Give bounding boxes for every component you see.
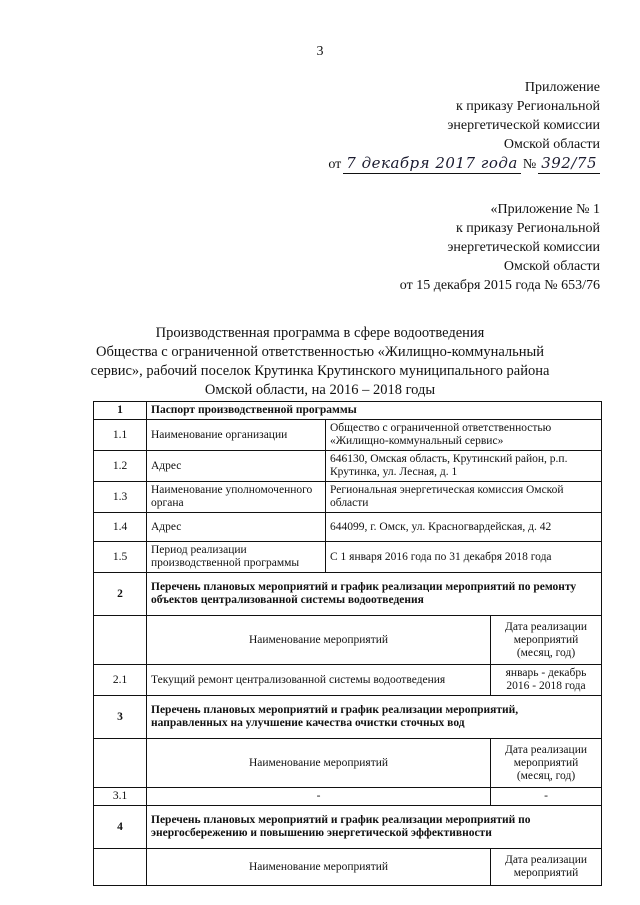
- appendix-line: Омской области: [503, 137, 600, 152]
- row-label: Период реализации производственной программы: [147, 542, 326, 573]
- table-row: [94, 788, 602, 806]
- header-row: [94, 616, 602, 665]
- row-number: 2.1: [94, 665, 147, 696]
- title-line: сервис», рабочий поселок Крутинка Крутинского муниципального района: [90, 363, 550, 379]
- appendix-line: Приложение: [524, 80, 600, 95]
- appendix-line: энергетической комиссии: [447, 240, 600, 255]
- row-value: Региональная энергетическая комиссия Омской области: [326, 482, 602, 513]
- row-value: Общество с ограниченной ответственностью «Жилищно-коммунальный сервис»: [326, 420, 602, 451]
- row-label: Адрес: [147, 451, 326, 482]
- section-row: [94, 696, 602, 739]
- document-title: [0, 324, 640, 400]
- column-header-date: Дата реализации мероприятий (месяц, год): [491, 616, 602, 665]
- appendix-line: Омской области: [503, 259, 600, 274]
- row-number: 1.5: [94, 542, 147, 573]
- title-line: Общества с ограниченной ответственностью «Жилищно-коммунальный: [95, 344, 544, 360]
- measure-date: -: [491, 788, 602, 806]
- table-row: [94, 513, 602, 542]
- section-title: Перечень плановых мероприятий и график реализации мероприятий, направленных на улучшение качества очистки сточных вод: [147, 696, 602, 739]
- title-line: Омской области, на 2016 – 2018 годы: [204, 382, 436, 398]
- section-number: 3: [94, 696, 147, 739]
- section-row: [94, 806, 602, 849]
- column-header-name: Наименование мероприятий: [147, 849, 491, 886]
- section-row: [94, 573, 602, 616]
- appendix-header: [328, 78, 600, 174]
- appendix-quote: [400, 200, 600, 295]
- measure-date: январь - декабрь 2016 - 2018 года: [491, 665, 602, 696]
- row-number: 1.1: [94, 420, 147, 451]
- row-value: 646130, Омская область, Крутинский район, р.п. Крутинка, ул. Лесная, д. 1: [326, 451, 602, 482]
- section-title: Перечень плановых мероприятий и график реализации мероприятий по ремонту объектов централизованной системы водоотведения: [147, 573, 602, 616]
- table-row: [94, 665, 602, 696]
- from-label: от: [328, 157, 342, 172]
- row-number: 3.1: [94, 788, 147, 806]
- measure-name: -: [147, 788, 491, 806]
- handwritten-number: 392/75: [538, 154, 600, 174]
- appendix-line: энергетической комиссии: [447, 118, 600, 133]
- row-number: 1.4: [94, 513, 147, 542]
- empty-cell: [94, 739, 147, 788]
- section-row: [94, 402, 602, 420]
- table-row: [94, 451, 602, 482]
- column-header-name: Наименование мероприятий: [147, 739, 491, 788]
- row-number: 1.3: [94, 482, 147, 513]
- table-row: [94, 420, 602, 451]
- appendix-line: к приказу Региональной: [455, 99, 600, 114]
- row-label: Наименование организации: [147, 420, 326, 451]
- column-header-name: Наименование мероприятий: [147, 616, 491, 665]
- section-number: 2: [94, 573, 147, 616]
- section-number: 1: [94, 402, 147, 420]
- row-value: 644099, г. Омск, ул. Красногвардейская, д. 42: [326, 513, 602, 542]
- number-label: №: [522, 157, 537, 172]
- section-number: 4: [94, 806, 147, 849]
- measure-name: Текущий ремонт централизованной системы водоотведения: [147, 665, 491, 696]
- table-row: [94, 542, 602, 573]
- header-row: [94, 849, 602, 886]
- title-line: Производственная программа в сфере водоотведения: [155, 325, 485, 341]
- section-title: Перечень плановых мероприятий и график реализации мероприятий по энергосбережению и повышению энергетической эффективности: [147, 806, 602, 849]
- page-number: 3: [316, 44, 324, 59]
- program-table: [93, 401, 602, 886]
- row-label: Адрес: [147, 513, 326, 542]
- column-header-date: Дата реализации мероприятий (месяц, год): [491, 739, 602, 788]
- header-row: [94, 739, 602, 788]
- column-header-date: Дата реализации мероприятий: [491, 849, 602, 886]
- appendix-line: к приказу Региональной: [455, 221, 600, 236]
- empty-cell: [94, 849, 147, 886]
- appendix-line: «Приложение № 1: [490, 202, 600, 217]
- handwritten-date: 7 декабря 2017 года: [343, 154, 521, 174]
- order-date-line: [328, 154, 600, 174]
- row-label: Наименование уполномоченного органа: [147, 482, 326, 513]
- empty-cell: [94, 616, 147, 665]
- appendix-line: от 15 декабря 2015 года № 653/76: [399, 278, 600, 293]
- row-value: С 1 января 2016 года по 31 декабря 2018 года: [326, 542, 602, 573]
- section-title: Паспорт производственной программы: [147, 402, 602, 420]
- table-row: [94, 482, 602, 513]
- row-number: 1.2: [94, 451, 147, 482]
